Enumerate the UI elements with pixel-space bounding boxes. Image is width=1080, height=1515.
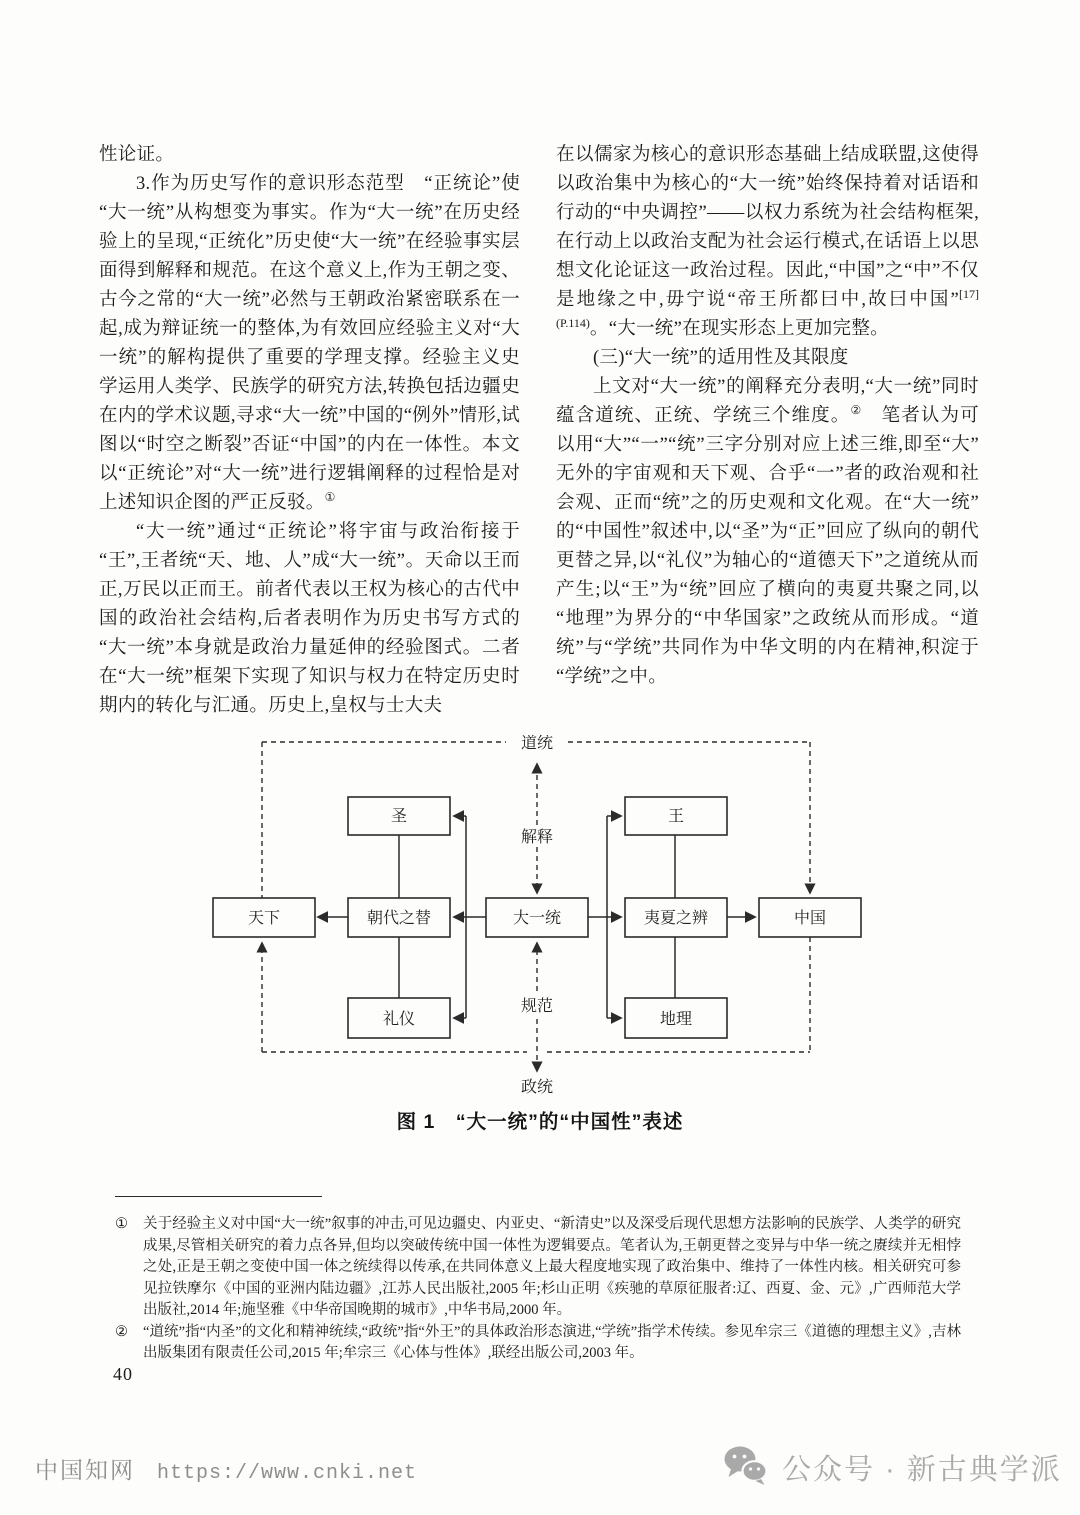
svg-text:规范: 规范 — [520, 998, 554, 1015]
wechat-account-label: 公众号 · 新古典学派 — [782, 1454, 1062, 1486]
svg-text:礼仪: 礼仪 — [382, 1011, 416, 1028]
svg-text:政统: 政统 — [520, 1079, 554, 1096]
diagram-box-zhongguo — [759, 898, 861, 937]
svg-text:解释: 解释 — [520, 829, 554, 846]
diagram-box-yixia — [625, 898, 727, 937]
diagram-box-dayitong — [486, 898, 588, 937]
diagram-box-sheng — [348, 797, 450, 835]
body-paragraph: 在以儒家为核心的意识形态基础上结成联盟,这使得以政治集中为核心的“大一统”始终保持着对话语和行动的“中央调控”——以权力系统为社会结构框架,在行动上以政治支配为社会运行模式,在话语上以思想文化论证这一政治过程。因此,“中国”之“中”不仅是地缘之中,毋宁说“帝王所都曰中,故曰中国”$^{[17](P.114)}$。“大一统”在现实形态上更加完整。 — [556, 145, 979, 339]
page-number: 40 — [113, 1364, 133, 1384]
footnote-text: “道统”指“内圣”的文化和精神统续,“政统”指“外王”的具体政治形态演进,“学统”指学术传续。参见牟宗三《道德的理想主义》,吉林出版集团有限责任公司,2015 年;牟宗三《心体与性体》,联经出版公司,2003 年。 — [143, 1323, 961, 1361]
footnote-marker: ① — [115, 1216, 128, 1232]
svg-text:道统: 道统 — [520, 735, 554, 752]
footnote-divider — [115, 1196, 322, 1197]
footnote-item — [99, 1214, 961, 1322]
svg-text:圣: 圣 — [390, 808, 408, 825]
svg-text:天下: 天下 — [247, 910, 281, 927]
footnotes — [99, 1214, 961, 1365]
figure-caption: 图 1 “大一统”的“中国性”表述 — [396, 1111, 684, 1133]
footnote-text: 关于经验主义对中国“大一统”叙事的冲击,可见边疆史、内亚史、“新清史”以及深受后现代思想方法影响的民族学、人类学的研究成果,尽管相关研究的着力点各异,但均以突破传统中国一体性为逻辑要点。笔者认为,王朝更替之变异与中华一统之赓续并无相悖之处,正是王朝之变使中国一体之统续得以传承,在共同体意义上最大程度地实现了政治集中、维持了一体性内核。相关研究可参见拉铁摩尔《中国的亚洲内陆边疆》,江苏人民出版社,2005 年;杉山正明《疾驰的草原征服者:辽、西夏、金、元》,广西师范大学出版社,2014 年;施坚雅《中华帝国晚期的城市》,中华书局,2000 年。 — [143, 1216, 961, 1318]
footnote-item — [99, 1322, 961, 1365]
body-paragraph: 性论证。 — [99, 145, 175, 165]
body-paragraph: (三)“大一统”的适用性及其限度 — [593, 348, 849, 368]
left-column — [99, 141, 520, 721]
diagram-box-liyi — [348, 998, 450, 1038]
svg-text:中国: 中国 — [793, 910, 827, 927]
diagram-box-dili — [625, 998, 727, 1038]
svg-text:朝代之替: 朝代之替 — [366, 910, 432, 927]
figure-diagram — [205, 735, 865, 1100]
body-paragraph: 3.作为历史写作的意识形态范型 “正统论”使“大一统”从构想变为事实。作为“大一统”在历史经验上的呈现,“正统化”历史使“大一统”在经验事实层面得到解释和规范。在这个意义上,作为王朝之变、古今之常的“大一统”必然与王朝政治紧密联系在一起,成为辩证统一的整体,为有效回应经验主义对“大一统”的解构提供了重要的学理支撑。经验主义史学运用人类学、民族学的研究方法,转换包括边疆史在内的学术议题,寻求“大一统”中国的“例外”情形,试图以“时空之断裂”否证“中国”的内在一体性。本文以“正统论”对“大一统”进行逻辑阐释的过程恰是对上述知识企图的严正反驳。① — [99, 174, 520, 513]
svg-text:王: 王 — [667, 808, 685, 825]
wechat-watermark — [722, 1444, 1062, 1491]
superscript-reference: ② — [850, 402, 863, 417]
body-paragraph: 上文对“大一统”的阐释充分表明,“大一统”同时蕴含道统、正统、学统三个维度。② 笔者认为可以用“大”“一”“统”三字分别对应上述三维,即至“大”无外的宇宙观和天下观、合乎“一”者的政治观和社会观、正而“统”之的历史观和文化观。在“大一统”的“中国性”叙述中,以“圣”为“正”回应了纵向的朝代更替之异,以“礼仪”为轴心的“道德天下”之道统从而产生;以“王”为“统”回应了横向的夷夏共聚之同,以“地理”为界分的“中华国家”之政统从而形成。“道统”与“学统”共同作为中华文明的内在精神,积淀于“学统”之中。 — [556, 377, 979, 687]
body-paragraph: “大一统”通过“正统论”将宇宙与政治衔接于“王”,王者统“天、地、人”成“大一统”。天命以王而正,万民以正而王。前者代表以王权为核心的古代中国的政治社会结构,后者表明作为历史书写方式的“大一统”本身就是政治力量延伸的经验图式。二者在“大一统”框架下实现了知识与权力在特定历史时期内的转化与汇通。历史上,皇权与士大夫 — [99, 522, 520, 716]
diagram-box-chaodai — [348, 898, 450, 937]
wechat-icon — [722, 1444, 770, 1491]
superscript-reference: [17](P.114) — [556, 286, 979, 330]
svg-text:夷夏之辨: 夷夏之辨 — [643, 910, 709, 927]
diagram-box-wang — [625, 797, 727, 835]
footnote-marker: ② — [115, 1323, 128, 1340]
superscript-reference: ① — [324, 489, 336, 504]
cnki-label: 中国知网 — [35, 1458, 135, 1483]
svg-text:地理: 地理 — [659, 1011, 693, 1028]
cnki-watermark — [35, 1452, 417, 1485]
svg-text:大一统: 大一统 — [512, 910, 562, 927]
diagram-box-tianxia — [213, 898, 315, 937]
cnki-url: https://www.cnki.net — [157, 1462, 418, 1485]
right-column — [556, 141, 979, 692]
